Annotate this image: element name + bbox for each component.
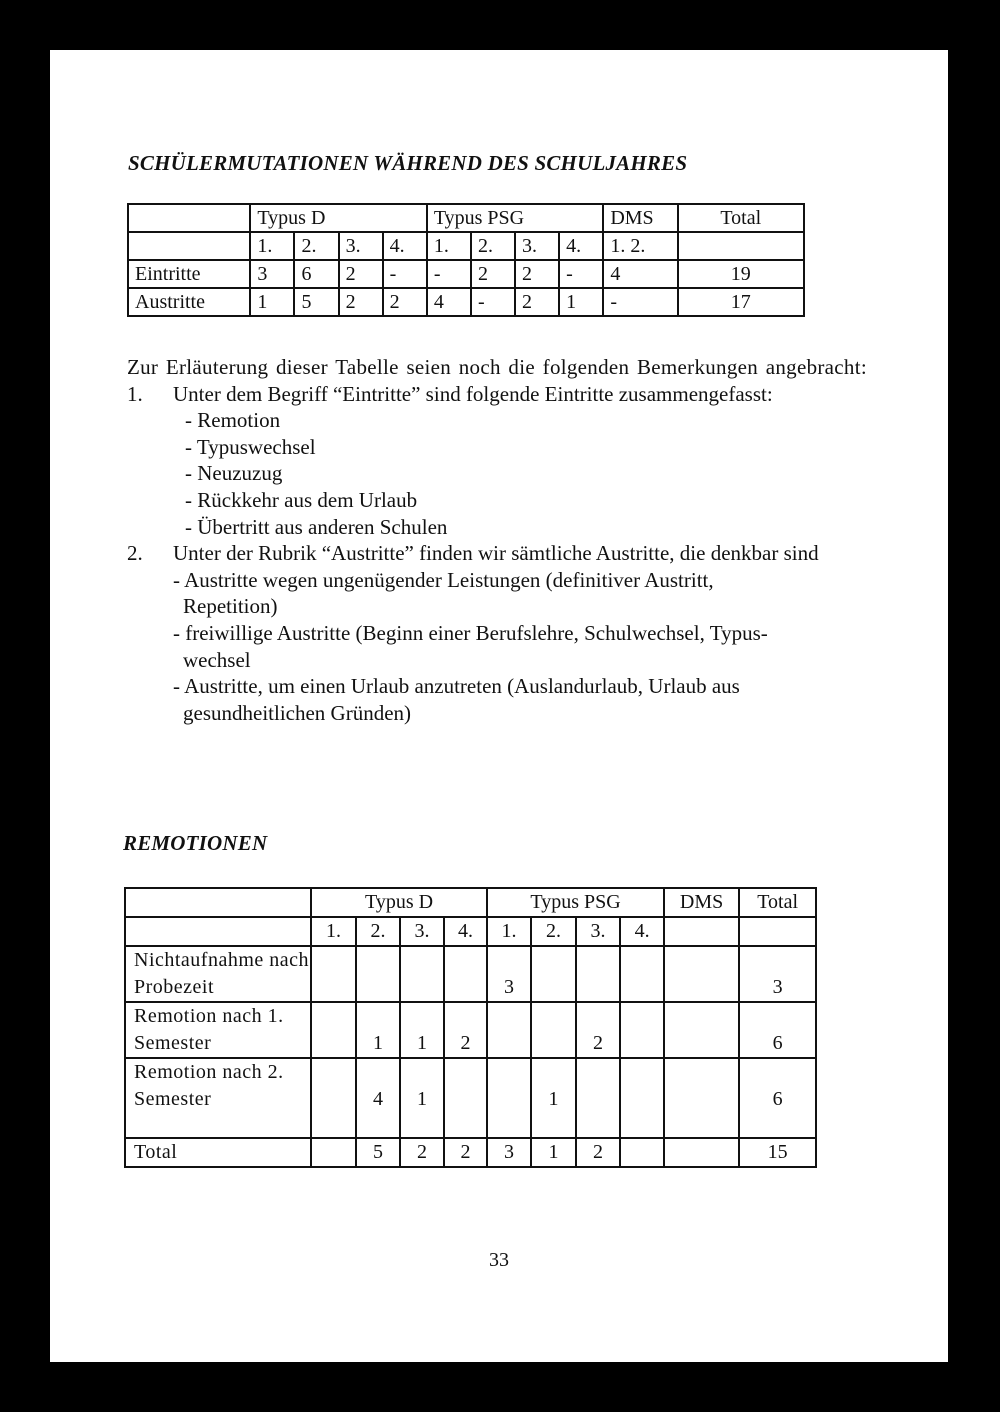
subheader-cell: 1. <box>311 917 356 946</box>
table-header-row <box>128 204 804 232</box>
subheader-cell: 4. <box>559 232 603 260</box>
table-subheader-row <box>128 232 804 260</box>
subheader-cell: 2. <box>356 917 400 946</box>
table-cell: 5 <box>356 1138 400 1167</box>
total-cell: 6 <box>739 1002 816 1058</box>
table-cell: 6 <box>294 260 338 288</box>
table-cell: 4 <box>427 288 471 316</box>
table-cell: 3 <box>250 260 294 288</box>
header-dms: DMS <box>664 888 739 917</box>
subheader-cell: 3. <box>576 917 620 946</box>
table-row <box>125 1058 816 1138</box>
table-cell: 3 <box>487 1138 531 1167</box>
sub-item-text: - Austritte, um einen Urlaub anzutreten (Auslandurlaub, Urlaub aus gesundheitlichen Gründen) <box>173 674 740 725</box>
sub-item <box>127 567 793 620</box>
table-cell: 1 <box>400 1058 444 1138</box>
table-subheader-row <box>125 917 816 946</box>
row-label: Total <box>125 1138 311 1167</box>
row-label: Remotion nach 1. Semester <box>125 1002 311 1058</box>
subheader-cell: 2. <box>471 232 515 260</box>
header-typus-d: Typus D <box>311 888 487 917</box>
table-cell: 1 <box>250 288 294 316</box>
subheader-cell: 4. <box>620 917 664 946</box>
table-cell <box>620 1058 664 1138</box>
table-cell <box>664 1002 739 1058</box>
total-cell: 17 <box>678 288 804 316</box>
row-label: Nichtaufnahme nach Probezeit <box>125 946 311 1002</box>
list-number: 1. <box>127 381 143 406</box>
subheader-cell: 3. <box>515 232 559 260</box>
table-cell <box>487 1002 531 1058</box>
table-row <box>125 946 816 1002</box>
subheader-cell: 3. <box>400 917 444 946</box>
list-text: Unter der Rubrik “Austritte” finden wir sämtliche Austritte, die denkbar sind <box>173 541 819 566</box>
table-row <box>125 1002 816 1058</box>
table-cell <box>311 946 356 1002</box>
header-total: Total <box>678 204 804 232</box>
table-cell <box>487 1058 531 1138</box>
sub-item-text: - Austritte wegen ungenügender Leistungen (definitiver Austritt, Repetition) <box>173 567 714 619</box>
subheader-cell: 4. <box>444 917 487 946</box>
list-number: 2. <box>127 541 143 566</box>
table-cell <box>620 1002 664 1058</box>
table-header-row <box>125 888 816 917</box>
table-cell: 2 <box>515 260 559 288</box>
table-cell <box>311 1138 356 1167</box>
list-text: Unter dem Begriff “Eintritte” sind folgende Eintritte zusammengefasst: <box>173 381 773 406</box>
table-cell <box>125 917 311 946</box>
document-page <box>50 50 948 1362</box>
subheader-cell: 1. 2. <box>603 232 677 260</box>
table-cell <box>576 1058 620 1138</box>
table-cell: 2 <box>576 1138 620 1167</box>
table-cell <box>620 1138 664 1167</box>
table-cell: 4 <box>356 1058 400 1138</box>
list-item <box>127 381 867 408</box>
table-row <box>128 260 804 288</box>
table-cell: 1 <box>559 288 603 316</box>
explanation-block <box>127 354 867 726</box>
table-cell <box>664 946 739 1002</box>
subheader-cell: 3. <box>339 232 383 260</box>
row-label: Eintritte <box>128 260 250 288</box>
table-cell: 2 <box>515 288 559 316</box>
table-cell: 2 <box>400 1138 444 1167</box>
section-heading-mutations: SCHÜLERMUTATIONEN WÄHREND DES SCHULJAHRES <box>128 151 688 175</box>
mutations-table <box>127 203 805 317</box>
table-corner-cell <box>125 888 311 917</box>
table-cell: 1 <box>531 1138 576 1167</box>
table-cell: 2 <box>383 288 427 316</box>
sub-item: - Übertritt aus anderen Schulen <box>185 514 448 539</box>
table-cell: - <box>559 260 603 288</box>
page-number: 33 <box>489 1249 509 1271</box>
table-cell: 2 <box>471 260 515 288</box>
row-label: Remotion nach 2. Semester <box>125 1058 311 1138</box>
sub-item <box>127 673 867 726</box>
table-cell: 1 <box>400 1002 444 1058</box>
header-typus-d: Typus D <box>250 204 426 232</box>
table-cell <box>444 1058 487 1138</box>
subheader-cell: 1. <box>250 232 294 260</box>
total-cell: 15 <box>739 1138 816 1167</box>
sub-item: - Rückkehr aus dem Urlaub <box>185 487 418 512</box>
intro-text: Zur Erläuterung dieser Tabelle seien noch die folgenden Bemerkungen angebracht: <box>127 355 867 379</box>
table-cell: - <box>383 260 427 288</box>
list-item <box>127 540 867 567</box>
table-cell: 5 <box>294 288 338 316</box>
table-cell <box>620 946 664 1002</box>
table-cell: 2 <box>576 1002 620 1058</box>
table-cell: 2 <box>339 260 383 288</box>
total-cell: 3 <box>739 946 816 1002</box>
subheader-cell: 4. <box>383 232 427 260</box>
table-corner-cell <box>128 204 250 232</box>
table-cell: - <box>471 288 515 316</box>
table-cell <box>128 232 250 260</box>
header-dms: DMS <box>603 204 677 232</box>
table-cell <box>311 1058 356 1138</box>
table-cell: - <box>427 260 471 288</box>
row-label: Austritte <box>128 288 250 316</box>
table-cell <box>576 946 620 1002</box>
table-cell <box>531 1002 576 1058</box>
sub-item: - Typuswechsel <box>185 434 316 459</box>
table-cell: 2 <box>444 1138 487 1167</box>
intro-line <box>127 354 867 381</box>
table-cell: 4 <box>603 260 677 288</box>
table-cell <box>678 232 804 260</box>
remotionen-table <box>124 887 817 1168</box>
header-typus-psg: Typus PSG <box>427 204 603 232</box>
table-cell <box>664 1138 739 1167</box>
sub-item: - Remotion <box>185 408 281 433</box>
subheader-cell: 1. <box>487 917 531 946</box>
table-cell: - <box>603 288 677 316</box>
total-cell: 19 <box>678 260 804 288</box>
table-total-row <box>125 1138 816 1167</box>
header-typus-psg: Typus PSG <box>487 888 664 917</box>
table-cell: 2 <box>444 1002 487 1058</box>
table-cell <box>311 1002 356 1058</box>
table-cell <box>664 917 739 946</box>
sub-item <box>127 620 867 673</box>
header-total: Total <box>739 888 816 917</box>
table-cell <box>444 946 487 1002</box>
sub-item: - Neuzuzug <box>185 461 283 486</box>
table-cell: 3 <box>487 946 531 1002</box>
section-heading-remotionen: REMOTIONEN <box>123 831 268 855</box>
subheader-cell: 2. <box>531 917 576 946</box>
subheader-cell: 1. <box>427 232 471 260</box>
table-cell <box>356 946 400 1002</box>
table-cell: 1 <box>356 1002 400 1058</box>
table-cell <box>400 946 444 1002</box>
table-cell <box>739 917 816 946</box>
table-row <box>128 288 804 316</box>
sub-item-text: - freiwillige Austritte (Beginn einer Berufslehre, Schulwechsel, Typus-wechsel <box>173 620 768 672</box>
table-cell <box>664 1058 739 1138</box>
total-cell: 6 <box>739 1058 816 1138</box>
table-cell: 1 <box>531 1058 576 1138</box>
subheader-cell: 2. <box>294 232 338 260</box>
table-cell <box>531 946 576 1002</box>
table-cell: 2 <box>339 288 383 316</box>
